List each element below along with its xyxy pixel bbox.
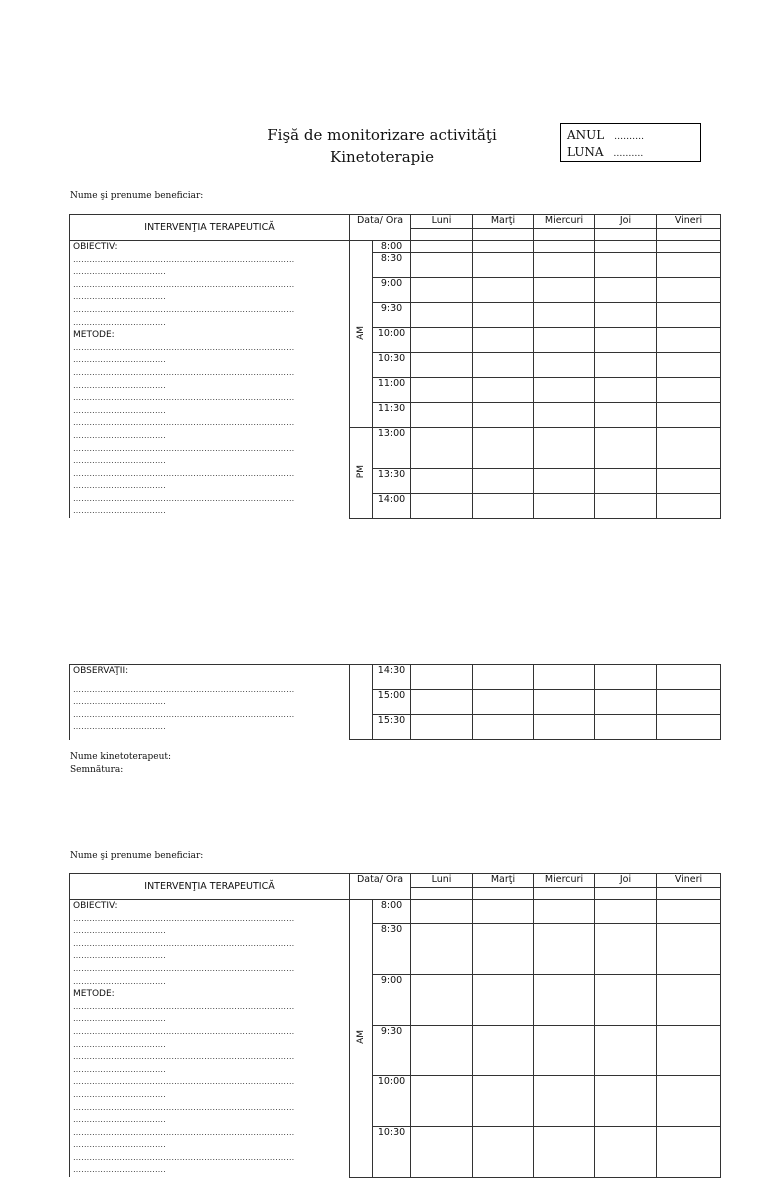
- activity-cell[interactable]: [595, 241, 657, 253]
- methods-label: METODE:: [73, 989, 115, 1000]
- time-row: [70, 241, 721, 253]
- activity-cell[interactable]: [534, 493, 595, 518]
- activity-cell[interactable]: [657, 328, 721, 353]
- activity-cell[interactable]: [534, 253, 595, 278]
- therapist-label: Nume kinetoterapeut:: [70, 752, 172, 762]
- activity-cell[interactable]: [473, 278, 534, 303]
- day-header-0: Luni: [411, 215, 473, 229]
- day-header-4: Vineri: [657, 215, 721, 229]
- activity-cell[interactable]: [411, 715, 473, 740]
- date-time-header: Data/ Ora: [350, 215, 411, 241]
- activity-cell[interactable]: [534, 974, 595, 1025]
- activity-cell[interactable]: [411, 1076, 473, 1127]
- dotted-line[interactable]: …………………………….: [73, 976, 166, 986]
- activity-cell[interactable]: [595, 715, 657, 740]
- activity-cell[interactable]: [411, 690, 473, 715]
- activity-cell[interactable]: [595, 403, 657, 428]
- period-cell: [350, 665, 373, 740]
- activity-cell[interactable]: [411, 303, 473, 328]
- activity-cell[interactable]: [534, 378, 595, 403]
- time-cell: 9:30: [373, 303, 411, 328]
- dotted-line[interactable]: …………………………….: [73, 506, 166, 516]
- intervention-header: INTERVENŢIA TERAPEUTICĂ: [70, 874, 350, 900]
- time-cell: 10:00: [373, 1076, 411, 1127]
- dotted-line[interactable]: …………………………….: [73, 292, 166, 302]
- activity-cell[interactable]: [657, 493, 721, 518]
- activity-cell[interactable]: [473, 253, 534, 278]
- year-month-box: [560, 123, 701, 162]
- activity-cell[interactable]: [473, 1126, 534, 1177]
- dotted-line[interactable]: ………………………………………………………………………: [73, 418, 295, 428]
- dotted-line[interactable]: ………………………………………………………………………: [73, 1102, 295, 1112]
- dotted-line[interactable]: …………………………….: [73, 722, 166, 732]
- observations-label: OBSERVAŢII:: [73, 666, 129, 676]
- activity-cell[interactable]: [473, 468, 534, 493]
- activity-cell[interactable]: [657, 1025, 721, 1076]
- dotted-line[interactable]: …………………………….: [73, 1014, 166, 1024]
- activity-cell[interactable]: [473, 353, 534, 378]
- activity-cell[interactable]: [534, 428, 595, 469]
- activity-cell[interactable]: [411, 278, 473, 303]
- activity-cell[interactable]: [657, 924, 721, 975]
- year-row: [567, 128, 700, 145]
- dotted-line[interactable]: …………………………….: [73, 926, 166, 936]
- activity-cell[interactable]: [657, 353, 721, 378]
- am-label: AM: [356, 1029, 366, 1044]
- activity-cell[interactable]: [473, 900, 534, 924]
- time-cell: 11:30: [373, 403, 411, 428]
- activity-cell[interactable]: [473, 328, 534, 353]
- activity-cell[interactable]: [595, 278, 657, 303]
- activity-cell[interactable]: [411, 253, 473, 278]
- activity-cell[interactable]: [657, 1076, 721, 1127]
- activity-cell[interactable]: [595, 900, 657, 924]
- dotted-line[interactable]: …………………………….: [73, 267, 166, 277]
- activity-cell[interactable]: [534, 690, 595, 715]
- dotted-line[interactable]: ………………………………………………………………………: [73, 1152, 295, 1162]
- activity-cell[interactable]: [411, 665, 473, 690]
- time-cell: 8:00: [373, 900, 411, 924]
- activity-cell[interactable]: [473, 403, 534, 428]
- date-time-header: Data/ Ora: [350, 874, 411, 900]
- day-header-1: Marţi: [473, 215, 534, 229]
- month-row: [567, 145, 700, 162]
- activity-cell[interactable]: [595, 1126, 657, 1177]
- activity-cell[interactable]: [411, 1025, 473, 1076]
- dotted-line[interactable]: …………………………….: [73, 697, 166, 707]
- activity-cell[interactable]: [473, 428, 534, 469]
- activity-cell[interactable]: [595, 1076, 657, 1127]
- date-cell[interactable]: [473, 229, 534, 241]
- activity-cell[interactable]: [595, 468, 657, 493]
- time-cell: 8:30: [373, 253, 411, 278]
- time-cell: 10:30: [373, 1126, 411, 1177]
- activity-cell[interactable]: [411, 974, 473, 1025]
- activity-cell[interactable]: [411, 924, 473, 975]
- intervention-cell[interactable]: [70, 900, 350, 1178]
- activity-cell[interactable]: [473, 493, 534, 518]
- activity-cell[interactable]: [657, 303, 721, 328]
- dotted-line[interactable]: …………………………….: [73, 1115, 166, 1125]
- activity-cell[interactable]: [473, 974, 534, 1025]
- methods-label: METODE:: [73, 330, 115, 341]
- activity-cell[interactable]: [657, 468, 721, 493]
- signature-label: Semnătura:: [70, 765, 124, 775]
- dotted-line[interactable]: …………………………….: [73, 481, 166, 491]
- dotted-line[interactable]: …………………………….: [73, 1140, 166, 1150]
- dotted-line[interactable]: ………………………………………………………………………: [73, 1052, 295, 1062]
- activity-cell[interactable]: [534, 278, 595, 303]
- time-cell: 14:00: [373, 493, 411, 518]
- dotted-line[interactable]: …………………………….: [73, 456, 166, 466]
- dotted-line[interactable]: …………………………….: [73, 951, 166, 961]
- activity-cell[interactable]: [411, 900, 473, 924]
- activity-cell[interactable]: [595, 690, 657, 715]
- time-row: [70, 900, 721, 924]
- dotted-line[interactable]: …………………………….: [73, 405, 166, 415]
- title-line-1: Fişă de monitorizare activităţi: [267, 126, 497, 144]
- activity-cell[interactable]: [657, 278, 721, 303]
- dotted-line[interactable]: ………………………………………………………………………: [73, 1026, 295, 1036]
- dotted-line[interactable]: …………………………….: [73, 355, 166, 365]
- activity-cell[interactable]: [534, 665, 595, 690]
- activity-cell[interactable]: [595, 378, 657, 403]
- activity-cell[interactable]: [595, 253, 657, 278]
- activity-cell[interactable]: [595, 1025, 657, 1076]
- time-cell: 11:00: [373, 378, 411, 403]
- activity-cell[interactable]: [657, 715, 721, 740]
- activity-cell[interactable]: [595, 428, 657, 469]
- time-cell: 15:30: [373, 715, 411, 740]
- pm-label: PM: [356, 464, 366, 478]
- activity-cell[interactable]: [595, 353, 657, 378]
- dotted-line[interactable]: ………………………………………………………………………: [73, 254, 295, 264]
- time-cell: 8:30: [373, 924, 411, 975]
- activity-cell[interactable]: [534, 241, 595, 253]
- day-header-2: Miercuri: [534, 215, 595, 229]
- dotted-line[interactable]: ………………………………………………………………………: [73, 709, 295, 719]
- activity-cell[interactable]: [411, 468, 473, 493]
- dotted-line[interactable]: ………………………………………………………………………: [73, 1077, 295, 1087]
- activity-cell[interactable]: [411, 493, 473, 518]
- dotted-line[interactable]: ………………………………………………………………………: [73, 938, 295, 948]
- date-cell[interactable]: [595, 229, 657, 241]
- time-cell: 10:30: [373, 353, 411, 378]
- title-line-2: Kinetoterapie: [330, 148, 434, 166]
- activity-cell[interactable]: [473, 715, 534, 740]
- activity-cell[interactable]: [534, 1076, 595, 1127]
- activity-cell[interactable]: [595, 303, 657, 328]
- page-title: [240, 124, 524, 168]
- monitoring-table-2: [69, 873, 721, 1178]
- intervention-header: INTERVENŢIA TERAPEUTICĂ: [70, 215, 350, 241]
- date-cell[interactable]: [657, 229, 721, 241]
- time-row: [70, 665, 721, 690]
- dotted-line[interactable]: ………………………………………………………………………: [73, 367, 295, 377]
- activity-cell[interactable]: [534, 403, 595, 428]
- time-cell: 9:00: [373, 278, 411, 303]
- activity-cell[interactable]: [657, 900, 721, 924]
- activity-cell[interactable]: [411, 378, 473, 403]
- month-value[interactable]: ……….: [613, 149, 644, 159]
- activity-cell[interactable]: [657, 665, 721, 690]
- activity-cell[interactable]: [657, 241, 721, 253]
- date-cell[interactable]: [595, 888, 657, 900]
- activity-cell[interactable]: [473, 1025, 534, 1076]
- activity-cell[interactable]: [657, 428, 721, 469]
- activity-cell[interactable]: [411, 403, 473, 428]
- time-cell: 13:30: [373, 468, 411, 493]
- dotted-line[interactable]: …………………………….: [73, 1165, 166, 1175]
- dotted-line[interactable]: ………………………………………………………………………: [73, 684, 295, 694]
- day-header-1: Marţi: [473, 874, 534, 888]
- day-header-3: Joi: [595, 874, 657, 888]
- activity-cell[interactable]: [534, 328, 595, 353]
- activity-cell[interactable]: [473, 1076, 534, 1127]
- time-cell: 8:00: [373, 241, 411, 253]
- dotted-line[interactable]: ………………………………………………………………………: [73, 304, 295, 314]
- activity-cell[interactable]: [595, 924, 657, 975]
- activity-cell[interactable]: [595, 974, 657, 1025]
- activity-cell[interactable]: [473, 378, 534, 403]
- activity-cell[interactable]: [534, 715, 595, 740]
- activity-cell[interactable]: [534, 924, 595, 975]
- dotted-line[interactable]: …………………………….: [73, 1064, 166, 1074]
- activity-cell[interactable]: [411, 428, 473, 469]
- activity-cell[interactable]: [411, 328, 473, 353]
- activity-cell[interactable]: [473, 241, 534, 253]
- beneficiary-label-2: Nume şi prenume beneficiar:: [70, 851, 204, 861]
- date-cell[interactable]: [534, 229, 595, 241]
- activity-cell[interactable]: [657, 1126, 721, 1177]
- dotted-line[interactable]: ………………………………………………………………………: [73, 279, 295, 289]
- date-cell[interactable]: [411, 229, 473, 241]
- activity-cell[interactable]: [411, 353, 473, 378]
- intervention-cell[interactable]: [70, 241, 350, 519]
- activity-cell[interactable]: [657, 378, 721, 403]
- month-label: LUNA: [567, 145, 604, 159]
- activity-cell[interactable]: [534, 353, 595, 378]
- activity-cell[interactable]: [595, 665, 657, 690]
- pm-cell: [350, 428, 373, 519]
- day-header-2: Miercuri: [534, 874, 595, 888]
- activity-cell[interactable]: [657, 690, 721, 715]
- activity-cell[interactable]: [473, 665, 534, 690]
- dotted-line[interactable]: …………………………….: [73, 430, 166, 440]
- activity-cell[interactable]: [595, 493, 657, 518]
- activity-cell[interactable]: [473, 924, 534, 975]
- activity-cell[interactable]: [657, 253, 721, 278]
- observations-table: [69, 664, 721, 740]
- activity-cell[interactable]: [657, 974, 721, 1025]
- beneficiary-label: Nume şi prenume beneficiar:: [70, 191, 204, 201]
- activity-cell[interactable]: [534, 1126, 595, 1177]
- am-label: AM: [356, 325, 366, 340]
- am-cell: [350, 241, 373, 428]
- date-cell[interactable]: [534, 888, 595, 900]
- day-header-0: Luni: [411, 874, 473, 888]
- dotted-line[interactable]: …………………………….: [73, 380, 166, 390]
- header-row: [70, 215, 721, 229]
- dotted-line[interactable]: …………………………….: [73, 317, 166, 327]
- day-header-4: Vineri: [657, 874, 721, 888]
- dotted-line[interactable]: ………………………………………………………………………: [73, 342, 295, 352]
- objective-label: OBIECTIV:: [73, 242, 118, 252]
- dotted-line[interactable]: …………………………….: [73, 1039, 166, 1049]
- dotted-line[interactable]: ………………………………………………………………………: [73, 468, 295, 478]
- monitoring-table: [69, 214, 721, 519]
- dotted-line[interactable]: ………………………………………………………………………: [73, 913, 295, 923]
- date-cell[interactable]: [411, 888, 473, 900]
- day-header-3: Joi: [595, 215, 657, 229]
- time-cell: 10:00: [373, 328, 411, 353]
- time-cell: 15:00: [373, 690, 411, 715]
- activity-cell[interactable]: [657, 403, 721, 428]
- time-cell: 9:00: [373, 974, 411, 1025]
- am-cell: [350, 900, 373, 1178]
- time-cell: 9:30: [373, 1025, 411, 1076]
- date-cell[interactable]: [657, 888, 721, 900]
- time-cell: 13:00: [373, 428, 411, 469]
- dotted-line[interactable]: ………………………………………………………………………: [73, 963, 295, 973]
- year-label: ANUL: [567, 128, 605, 142]
- activity-cell[interactable]: [473, 690, 534, 715]
- observations-cell[interactable]: [70, 665, 350, 740]
- dotted-line[interactable]: ………………………………………………………………………: [73, 1001, 295, 1011]
- activity-cell[interactable]: [534, 1025, 595, 1076]
- dotted-line[interactable]: …………………………….: [73, 1089, 166, 1099]
- year-value[interactable]: ……….: [614, 132, 644, 142]
- date-cell[interactable]: [473, 888, 534, 900]
- activity-cell[interactable]: [411, 1126, 473, 1177]
- activity-cell[interactable]: [595, 328, 657, 353]
- dotted-line[interactable]: ………………………………………………………………………: [73, 443, 295, 453]
- activity-cell[interactable]: [534, 900, 595, 924]
- activity-cell[interactable]: [534, 468, 595, 493]
- dotted-line[interactable]: ………………………………………………………………………: [73, 493, 295, 503]
- dotted-line[interactable]: ………………………………………………………………………: [73, 1127, 295, 1137]
- activity-cell[interactable]: [411, 241, 473, 253]
- header-row: [70, 874, 721, 888]
- activity-cell[interactable]: [473, 303, 534, 328]
- time-cell: 14:30: [373, 665, 411, 690]
- objective-label: OBIECTIV:: [73, 901, 118, 911]
- activity-cell[interactable]: [534, 303, 595, 328]
- dotted-line[interactable]: ………………………………………………………………………: [73, 393, 295, 403]
